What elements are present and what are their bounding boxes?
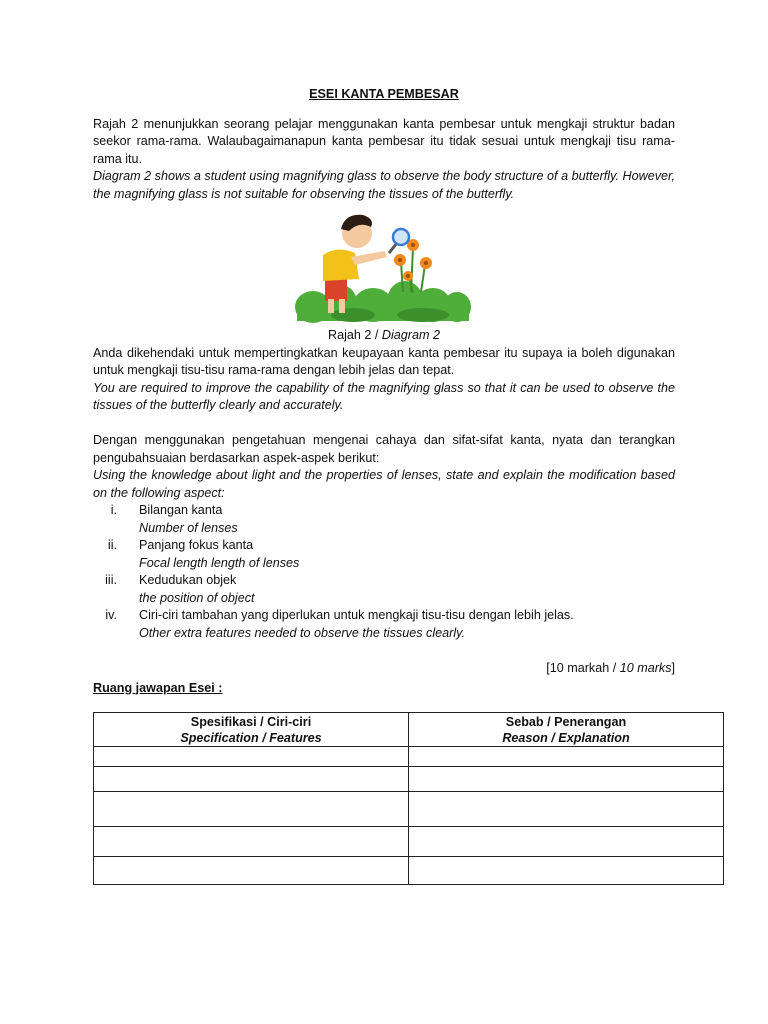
answer-cell[interactable] [94,792,409,827]
aspect-english: Other extra features needed to observe the tissues clearly. [139,625,465,640]
task-english: You are required to improve the capability of the magnifying glass so that it can be used to observe the tissues of the butterfly clearly and accurately. [93,380,675,412]
list-item [93,572,675,607]
aspect-english: Number of lenses [139,520,238,535]
table-row [94,792,724,827]
intro-malay: Rajah 2 menunjukkan seorang pelajar menggunakan kanta pembesar untuk mengkaji struktur badan seekor rama-rama. Walaubagaimanapun kanta pembesar itu tidak sesuai untuk mengkaji tisu rama-rama itu. [93,116,675,166]
answer-cell[interactable] [409,857,724,885]
marks-label [93,660,675,678]
answer-table [93,712,724,885]
answer-cell[interactable] [94,767,409,792]
marks-english: 10 marks [619,661,672,675]
aspect-malay: Ciri-ciri tambahan yang diperlukan untuk mengkaji tisu-tisu dengan lebih jelas. [139,608,574,622]
aspect-english: the position of object [139,590,255,605]
answer-cell[interactable] [94,827,409,857]
instruction-english: Using the knowledge about light and the properties of lenses, state and explain the modification based on the following aspect: [93,468,675,500]
column-header-malay: Sebab / Penerangan [505,714,627,729]
aspect-number: ii. [107,538,117,552]
list-item [93,502,675,537]
list-item [93,607,675,642]
column-header-english: Reason / Explanation [502,730,630,745]
figure-caption [93,327,675,345]
answer-cell[interactable] [409,747,724,767]
table-header-row [94,713,724,747]
marks-close: ] [671,661,675,675]
aspect-list [93,502,675,642]
answer-cell[interactable] [94,747,409,767]
column-header-english: Specification / Features [180,730,322,745]
aspect-malay: Panjang fokus kanta [139,538,254,552]
student-magnifying-glass-illustration [293,207,473,325]
table-row [94,827,724,857]
table-row [94,857,724,885]
aspect-number: iv. [105,608,117,622]
list-item [93,537,675,572]
answer-cell[interactable] [409,767,724,792]
column-header-malay: Spesifikasi / Ciri-ciri [190,714,312,729]
aspect-malay: Bilangan kanta [139,503,223,517]
aspect-number: iii. [105,573,117,587]
table-row [94,747,724,767]
caption-english: Diagram 2 [381,328,440,342]
caption-malay: Rajah 2 / [328,328,382,342]
answer-cell[interactable] [409,827,724,857]
page-title: ESEI KANTA PEMBESAR [309,87,459,101]
magnifying-glass-icon [389,229,409,253]
column-header-specification [94,713,409,747]
intro-english: Diagram 2 shows a student using magnifying glass to observe the body structure of a butterfly. However, the magnifying glass is not suitable for observing the tissues of the butterfly. [93,169,675,201]
instruction-malay: Dengan menggunakan pengetahuan mengenai cahaya dan sifat-sifat kanta, nyata dan terangkan pengubahsuaian berdasarkan aspek-aspek berikut: [93,433,675,465]
table-row [94,767,724,792]
aspect-number: i. [110,503,117,517]
task-malay: Anda dikehendaki untuk mempertingkatkan keupayaan kanta pembesar itu supaya ia boleh digunakan untuk mengkaji tisu-tisu rama-rama dengan lebih jelas dan tepat. [93,345,675,377]
answer-cell[interactable] [94,857,409,885]
worksheet [93,86,675,697]
answer-cell[interactable] [409,792,724,827]
column-header-reason [409,713,724,747]
marks-malay: [10 markah / [546,661,620,675]
aspect-malay: Kedudukan objek [139,573,237,587]
answer-space-title: Ruang jawapan Esei : [93,680,223,695]
figure-diagram-2 [93,207,675,325]
aspect-english: Focal length length of lenses [139,555,300,570]
